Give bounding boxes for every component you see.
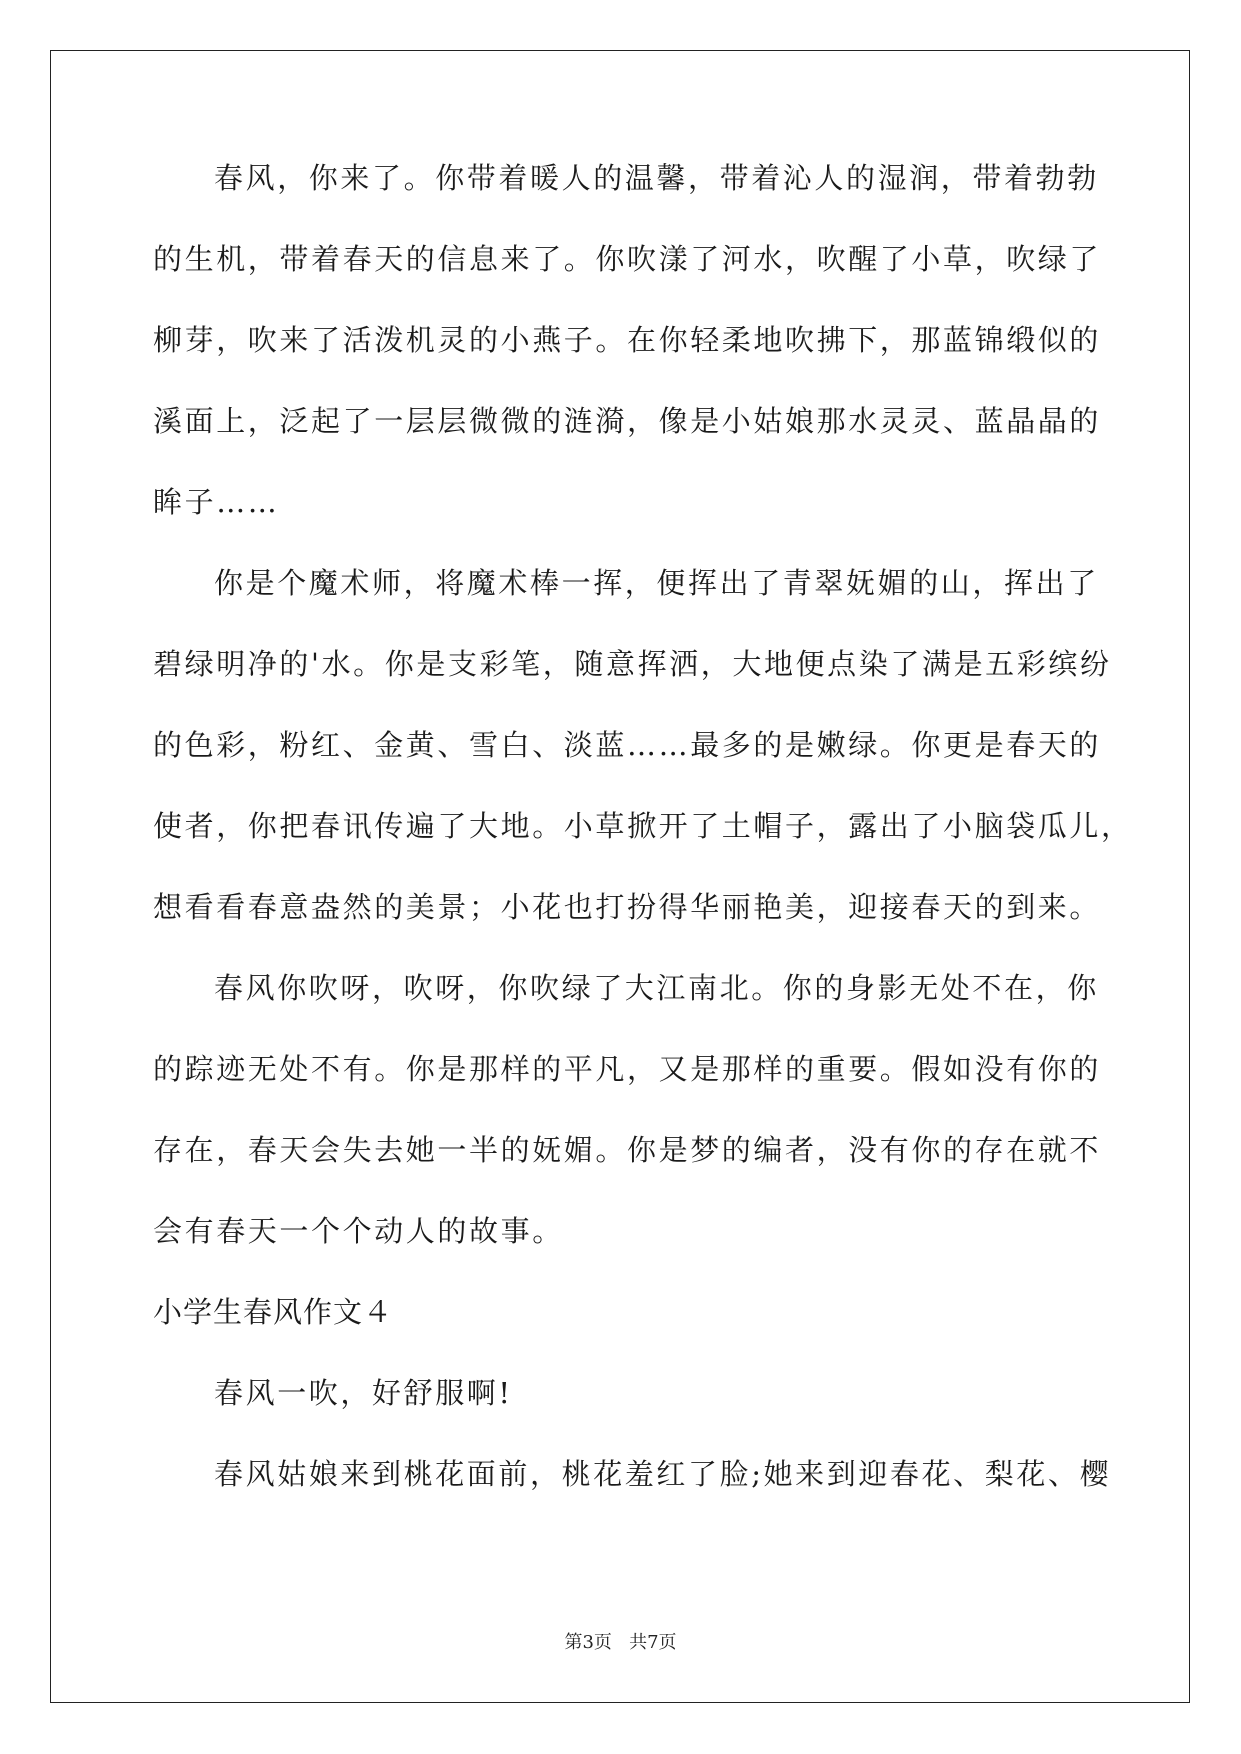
text-line-12: 的踪迹无处不有。你是那样的平凡，又是那样的重要。假如没有你的 bbox=[153, 1052, 1102, 1086]
text-line-2: 的生机，带着春天的信息来了。你吹漾了河水，吹醒了小草，吹绿了 bbox=[153, 242, 1102, 276]
document-body bbox=[153, 160, 1133, 1537]
text-line-8: 的色彩，粉红、金黄、雪白、淡蓝……最多的是嫩绿。你更是春天的 bbox=[153, 728, 1102, 762]
text-line-6: 你是个魔术师，将魔术棒一挥，便挥出了青翠妩媚的山，挥出了 bbox=[214, 566, 1099, 600]
section-heading: 小学生春风作文４ bbox=[153, 1295, 394, 1329]
text-line-10: 想看看春意盎然的美景；小花也打扮得华丽艳美，迎接春天的到来。 bbox=[153, 890, 1102, 924]
text-line-7: 碧绿明净的'水。你是支彩笔，随意挥洒，大地便点染了满是五彩缤纷 bbox=[153, 647, 1112, 681]
text-line-5: 眸子…… bbox=[153, 485, 280, 519]
text-line-11: 春风你吹呀，吹呀，你吹绿了大江南北。你的身影无处不在，你 bbox=[214, 971, 1099, 1005]
text-line-16: 春风一吹，好舒服啊! bbox=[214, 1376, 513, 1410]
text-line-9: 使者，你把春讯传遍了大地。小草掀开了土帽子，露出了小脑袋瓜儿， bbox=[153, 809, 1133, 843]
text-line-17: 春风姑娘来到桃花面前，桃花羞红了脸;她来到迎春花、梨花、樱 bbox=[214, 1457, 1112, 1491]
text-line-1: 春风，你来了。你带着暖人的温馨，带着沁人的湿润，带着勃勃 bbox=[214, 161, 1099, 195]
text-line-3: 柳芽，吹来了活泼机灵的小燕子。在你轻柔地吹拂下，那蓝锦缎似的 bbox=[153, 323, 1102, 357]
text-line-13: 存在，春天会失去她一半的妩媚。你是梦的编者，没有你的存在就不 bbox=[153, 1133, 1102, 1167]
text-line-14: 会有春天一个个动人的故事。 bbox=[153, 1214, 564, 1248]
text-line-4: 溪面上，泛起了一层层微微的涟漪，像是小姑娘那水灵灵、蓝晶晶的 bbox=[153, 404, 1102, 438]
page-footer: 第3页 共7页 bbox=[564, 1632, 677, 1653]
